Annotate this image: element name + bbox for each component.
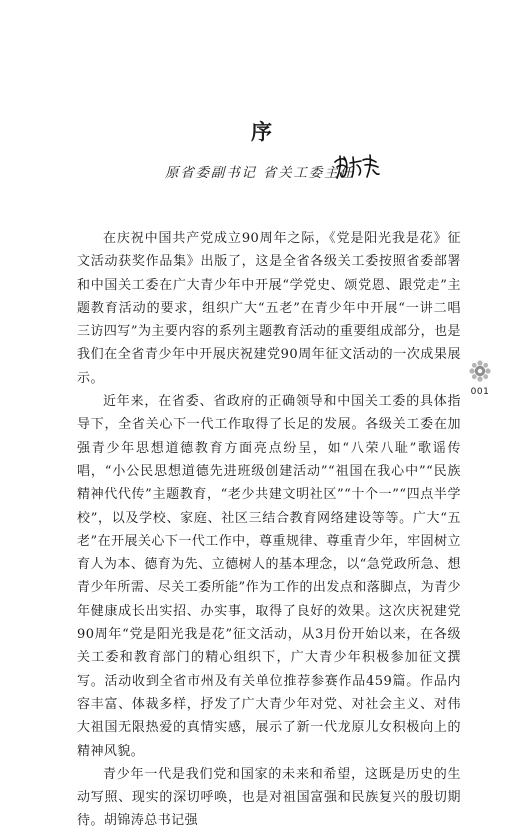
paragraph: 在庆祝中国共产党成立90周年之际，《党是阳光我是花》征文活动获奖作品集》出版了，这是全省各级关工委按照省委部署和中国关工委在广大青少年中开展“学党史、颂党恩、跟党走”主题教育活动的要求，组织广大“五老”在青少年中开展“一讲二唱三访四写”为主要内容的系列主题教育活动的重要组成部分，也是我们在全省青少年中开展庆祝建党90周年征文活动的一次成果展示。 [77,231,461,386]
author-byline: 原省委副书记 省关工委主任 [165,165,355,181]
paragraph: 近年来，在省委、省政府的正确领导和中国关工委的具体指导下，全省关心下一代工作取得了长足的发展。各级关工委在加强青少年思想道德教育方面亮点纷呈，如“八荣八耻”歌谣传唱，“小公民思想道德先进班级创建活动”“祖国在我心中”“民族精神代代传”主题教育，“老少共建文明社区”“十个一”“四点半学校”，以及学校、家庭、社区三结合教育网络建设等等。广大“五老”在开展关心下一代工作中，尊重规律、尊重青少年，牢固树立育人为本、德育为先、立德树人的基本理念，以“急党政所急、想青少年所需、尽关工委所能”作为工作的出发点和落脚点，为青少年健康成长出实招、办实事，取得了良好的效果。这次庆祝建党90周年“党是阳光我是花”征文活动，从3月份开始以来，在各级关工委和教育部门的精心组织下，广大青少年积极参加征文撰写。活动收到全省市州及有关单位推荐参赛作品459篇。作品内容丰富、体裁多样，抒发了广大青少年对党、对社会主义、对伟大祖国无限热爱的真情实感，展示了新一代龙原儿女积极向上的精神风貌。 [77,394,461,759]
paragraph: 青少年一代是我们党和国家的未来和希望，这既是历史的生动写照、现实的深切呼唤，也是对祖国富强和民族复兴的殷切期待。胡锦涛总书记强 [77,766,461,829]
preface-body [77,227,461,833]
page-title: 序 [251,119,274,144]
flower-ornament-icon [469,360,491,382]
author-signature [331,151,381,181]
page-number: 001 [470,387,490,397]
